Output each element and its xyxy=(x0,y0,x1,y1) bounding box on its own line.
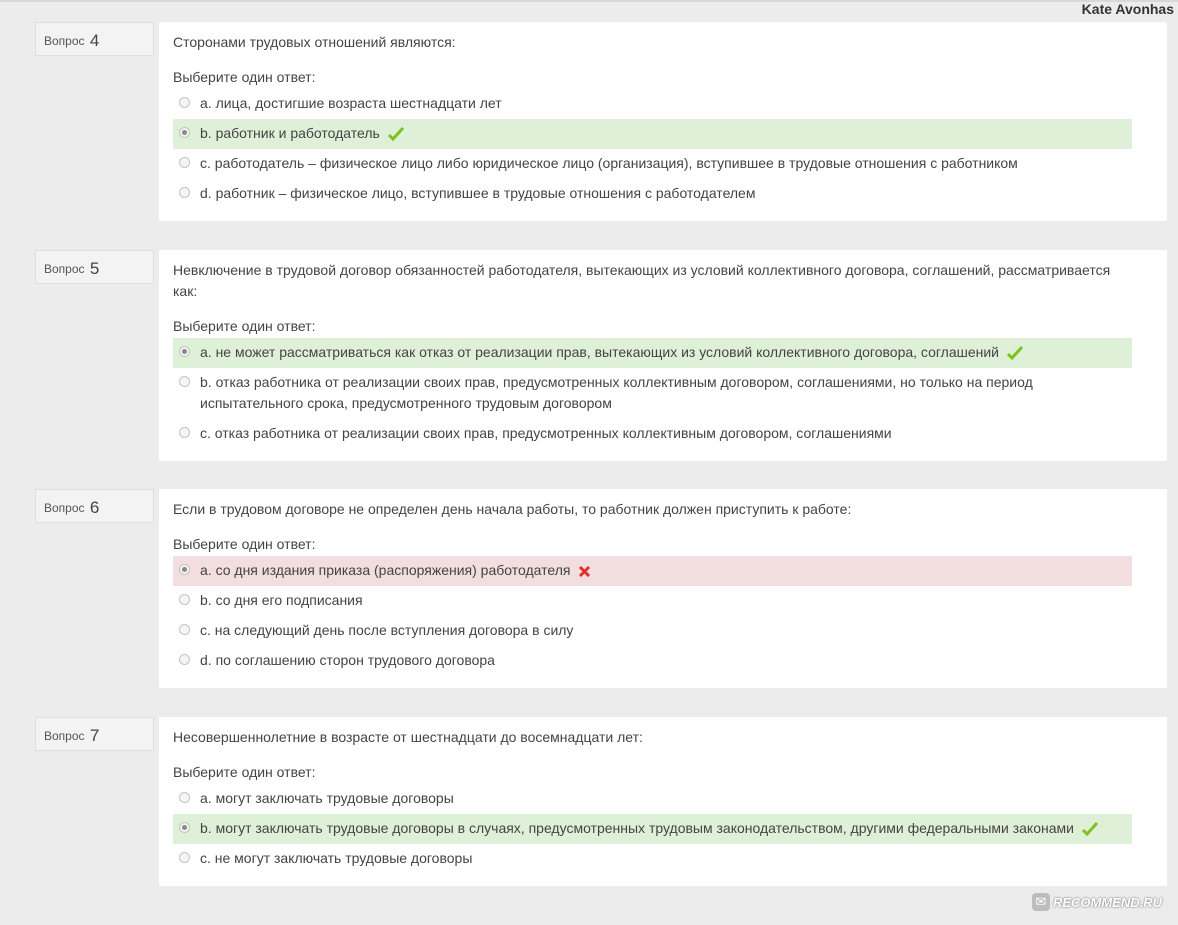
radio-button[interactable] xyxy=(179,187,190,198)
answer-option[interactable] xyxy=(173,419,1132,449)
radio-button[interactable] xyxy=(179,427,190,438)
top-bar xyxy=(0,0,1178,2)
radio-button-checked[interactable] xyxy=(179,127,190,138)
checkmark-icon xyxy=(1007,346,1023,360)
question-number: 5 xyxy=(89,259,100,278)
question-info xyxy=(35,717,154,751)
question-text: Несовершеннолетние в возрасте от шестнадцати до восемнадцати лет: xyxy=(173,729,643,745)
radio-button[interactable] xyxy=(179,157,190,168)
answer-label: c. работодатель – физическое лицо либо юридическое лицо (организация), вступившее в трудовые отношения с работником xyxy=(200,155,1018,171)
radio-button-checked[interactable] xyxy=(179,822,190,833)
answer-label: a. лица, достигшие возраста шестнадцати лет xyxy=(200,95,502,111)
radio-button-checked[interactable] xyxy=(179,564,190,575)
question-number: 6 xyxy=(89,498,100,517)
answer-option-correct[interactable] xyxy=(173,119,1132,149)
question-text: Невключение в трудовой договор обязанностей работодателя, вытекающих из условий коллективного договора, соглашений, рассматривается как: xyxy=(173,262,1111,299)
answer-label: a. не может рассматриваться как отказ от реализации прав, вытекающих из условий коллективного договора, соглашений xyxy=(200,344,1000,360)
question-label: Вопрос xyxy=(44,262,85,276)
question-content xyxy=(159,250,1167,461)
answer-label: a. могут заключать трудовые договоры xyxy=(200,790,454,806)
answer-option[interactable] xyxy=(173,844,1132,874)
radio-button[interactable] xyxy=(179,97,190,108)
question-info xyxy=(35,489,154,523)
answer-prompt: Выберите один ответ: xyxy=(173,318,316,334)
answer-option[interactable] xyxy=(173,368,1132,419)
checkmark-icon xyxy=(388,127,404,141)
question-text: Если в трудовом договоре не определен день начала работы, то работник должен приступить к работе: xyxy=(173,501,852,517)
answer-option[interactable] xyxy=(173,179,1132,209)
user-name[interactable]: Kate Avonhas xyxy=(1081,1,1174,17)
answer-label: b. отказ работника от реализации своих прав, предусмотренных коллективным договором, соглашениями, но только на период испытательного срока, предусмотренного трудовым договором xyxy=(200,374,1033,411)
answer-option[interactable] xyxy=(173,149,1132,179)
answer-prompt: Выберите один ответ: xyxy=(173,764,316,780)
answer-option-correct[interactable] xyxy=(173,338,1132,368)
radio-button[interactable] xyxy=(179,852,190,863)
cross-icon xyxy=(578,565,591,578)
radio-button[interactable] xyxy=(179,654,190,665)
question-number: 4 xyxy=(89,31,100,50)
question-content xyxy=(159,489,1167,688)
question-text: Сторонами трудовых отношений являются: xyxy=(173,34,456,50)
question-label: Вопрос xyxy=(44,501,85,515)
question-label: Вопрос xyxy=(44,729,85,743)
radio-button[interactable] xyxy=(179,376,190,387)
answer-label: a. со дня издания приказа (распоряжения) работодателя xyxy=(200,562,571,578)
question-label: Вопрос xyxy=(44,34,85,48)
answer-option-correct[interactable] xyxy=(173,814,1132,844)
radio-button-checked[interactable] xyxy=(179,346,190,357)
answer-option[interactable] xyxy=(173,784,1132,814)
question-info xyxy=(35,22,154,56)
answer-option[interactable] xyxy=(173,586,1132,616)
answer-option[interactable] xyxy=(173,646,1132,676)
recommend-logo-icon: ✉ xyxy=(1032,893,1050,911)
answer-prompt: Выберите один ответ: xyxy=(173,536,316,552)
radio-button[interactable] xyxy=(179,624,190,635)
radio-button[interactable] xyxy=(179,792,190,803)
answer-label: b. могут заключать трудовые договоры в случаях, предусмотренных трудовым законодательством, другими федеральными законами xyxy=(200,820,1074,836)
answer-label: c. на следующий день после вступления договора в силу xyxy=(200,622,574,638)
answer-label: c. не могут заключать трудовые договоры xyxy=(200,850,473,866)
checkmark-icon xyxy=(1082,822,1098,836)
watermark xyxy=(1028,889,1168,915)
answer-label: d. работник – физическое лицо, вступившее в трудовые отношения с работодателем xyxy=(200,185,756,201)
answer-option[interactable] xyxy=(173,89,1132,119)
answer-label: d. по соглашению сторон трудового договора xyxy=(200,652,495,668)
answer-option-incorrect[interactable] xyxy=(173,556,1132,586)
watermark-text: RECOMMEND.RU xyxy=(1052,894,1162,910)
question-info xyxy=(35,250,154,284)
question-content xyxy=(159,717,1167,886)
answer-option[interactable] xyxy=(173,616,1132,646)
question-number: 7 xyxy=(89,726,100,745)
answer-label: b. со дня его подписания xyxy=(200,592,363,608)
radio-button[interactable] xyxy=(179,594,190,605)
answer-label: c. отказ работника от реализации своих прав, предусмотренных коллективным договором, соглашениями xyxy=(200,425,892,441)
question-content xyxy=(159,22,1167,221)
answer-label: b. работник и работодатель xyxy=(200,125,380,141)
answer-prompt: Выберите один ответ: xyxy=(173,69,316,85)
